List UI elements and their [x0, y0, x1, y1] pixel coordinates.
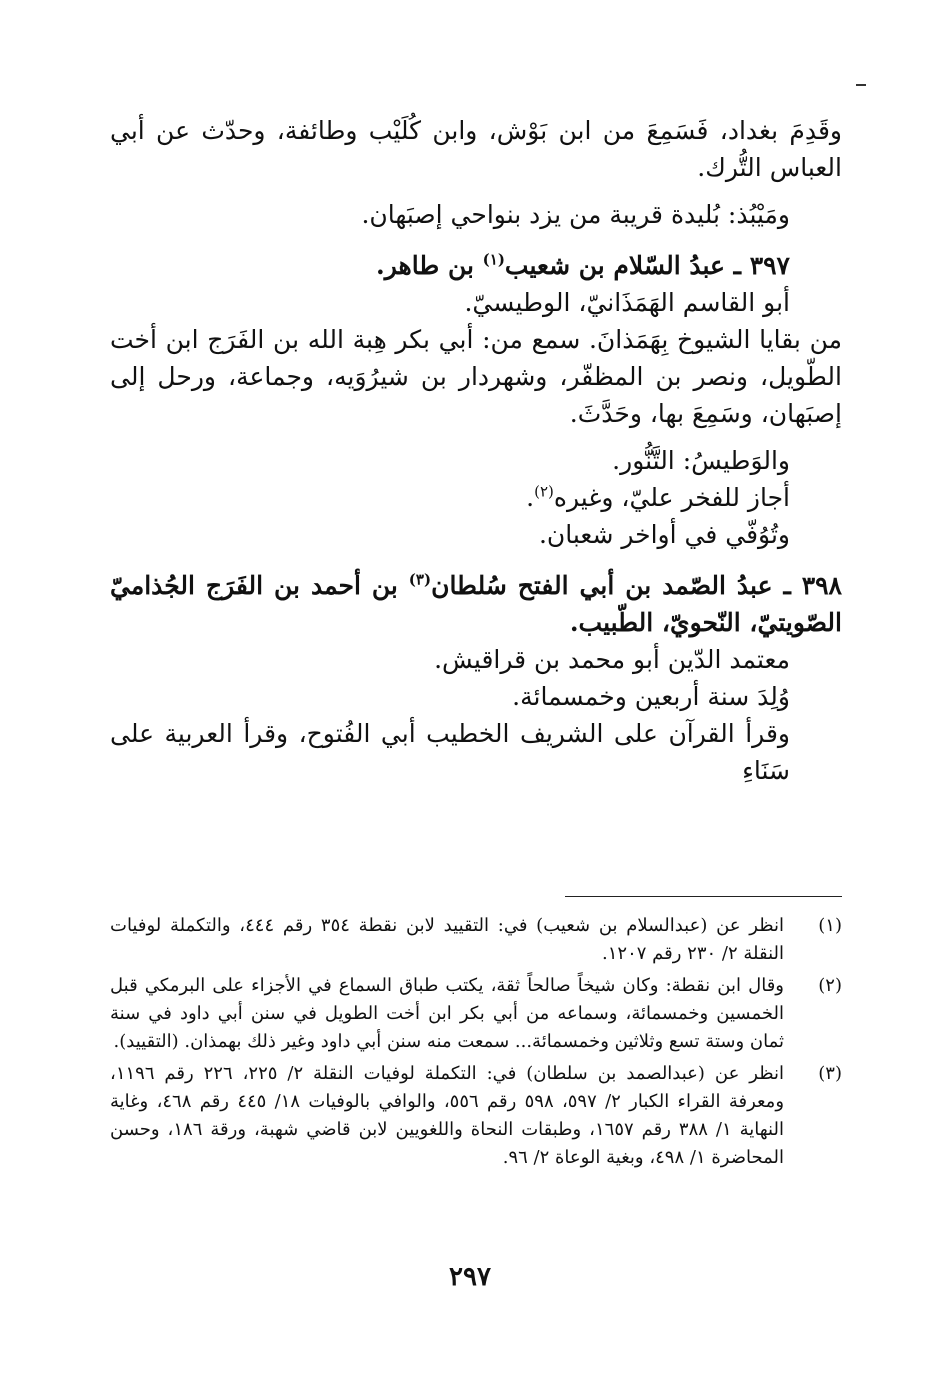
footnotes: [110, 912, 842, 1176]
footnote-ref: (١): [482, 250, 505, 269]
footnote-3: [110, 1060, 842, 1172]
paragraph-6-end: .: [526, 483, 535, 512]
paragraph-6: [110, 479, 842, 516]
footnote-text: انظر عن (عبدالسلام بن شعيب) في: التقييد لابن نقطة ٣٥٤ رقم ٤٤٤، والتكملة لوفيات النقلة ٢/ ٢٣٠ رقم ١٢٠٧.: [110, 915, 784, 964]
footnote-number: (٣): [818, 1063, 842, 1084]
footnote-ref: (٣): [408, 570, 432, 589]
entry-name-rest: بن أحمد بن الفَرَج الجُذاميّ الصّويتيّ، النّحويّ، الطّبيب.: [110, 571, 842, 637]
paragraph-6-text: أجاز للفخر عليّ، وغيره: [553, 483, 790, 512]
footnote-text: انظر عن (عبدالصمد بن سلطان) في: التكملة لوفيات النقلة ٢/ ٢٢٥، ٢٢٦ رقم ١١٩٦، ومعرفة القراء الكبار ٢/ ٥٩٧، ٥٩٨ رقم ٥٥٦، والوافي بالوفيات ١٨/ ٤٤٥ رقم ٤٦٨، وغاية النهاية ١/ ٣٨٨ رقم ١٦٥٧، وطبقات النحاة واللغويين لابن قاضي شهبة، ورقة ١٨٦، وحسن المحاضرة ١/ ٤٩٨، وبغية الوعاة ٢/ ٩٦.: [110, 1063, 785, 1168]
footnote-separator: [565, 896, 842, 897]
footnote-text: وقال ابن نقطة: وكان شيخاً صالحاً ثقة، يكتب طباق السماع في الأجزاء على البرمكي قبل الخمسين وخمسمائة، وسماعه من أبي بكر ابن أخت الطويل في سنن أبي داود في سنة ثمان وستة تسع وثلاثين وخمسمائة... سمعت منه سنن أبي داود وغير ذلك بهمذان. (التقييد).: [110, 975, 784, 1052]
entry-number: ٣٩٧ ـ: [724, 251, 790, 280]
footnote-number: (١): [818, 915, 842, 936]
page-number: ٢٩٧: [449, 1262, 491, 1292]
footnote-2: [110, 972, 842, 1056]
paragraph-2: ومَيْبُذ: بُليدة قريبة من يزد بنواحي إصبَهان.: [361, 200, 790, 229]
paragraph-3: أبو القاسم الهَمَذَانيّ، الوطيسيّ.: [464, 288, 790, 317]
paragraph-4: من بقايا الشيوخ بِهَمَذانَ. سمع من: أبي بكر هِبة الله بن الفَرَج ابن أخت الطّويل، ونصر بن المظفّر، وشهردار بن شيرُوَيه، وجماعة، ورحل إلى إصبَهان، وسَمِعَ بها، وحَدَّثَ.: [110, 325, 842, 428]
entry-number: ٣٩٨ ـ: [772, 571, 842, 600]
entry-name: عبدُ الصّمد بن أبي الفتح سُلطان: [431, 571, 773, 600]
footnote-1: [110, 912, 842, 968]
footnote-number: (٢): [818, 975, 842, 996]
main-text: [110, 112, 842, 789]
paragraph-7: وتُوُفّي في أواخر شعبان.: [538, 520, 790, 549]
entry-name-rest: بن طاهر.: [376, 251, 483, 280]
entry-397-heading: [110, 247, 842, 284]
entry-name: عبدُ السّلام بن شعيب: [504, 251, 725, 280]
paragraph-5: والوَطيسُ: التَّنُّور.: [612, 446, 790, 475]
paragraph-8: معتمد الدّين أبو محمد بن قراقيش.: [434, 645, 790, 674]
paragraph-9: وُلِدَ سنة أربعين وخمسمائة.: [512, 682, 790, 711]
entry-398-heading: [110, 567, 842, 641]
paragraph-1: وقَدِمَ بغداد، فَسَمِعَ من ابن بَوْش، وابن كُلَيْب وطائفة، وحدّث عن أبي العباس التُّرك.: [110, 116, 842, 182]
scan-mark: [856, 84, 866, 86]
paragraph-10: وقرأ القرآن على الشريف الخطيب أبي الفُتوح، وقرأ العربية على سَنَاءِ: [110, 719, 790, 785]
footnote-ref: (٢): [534, 482, 554, 501]
